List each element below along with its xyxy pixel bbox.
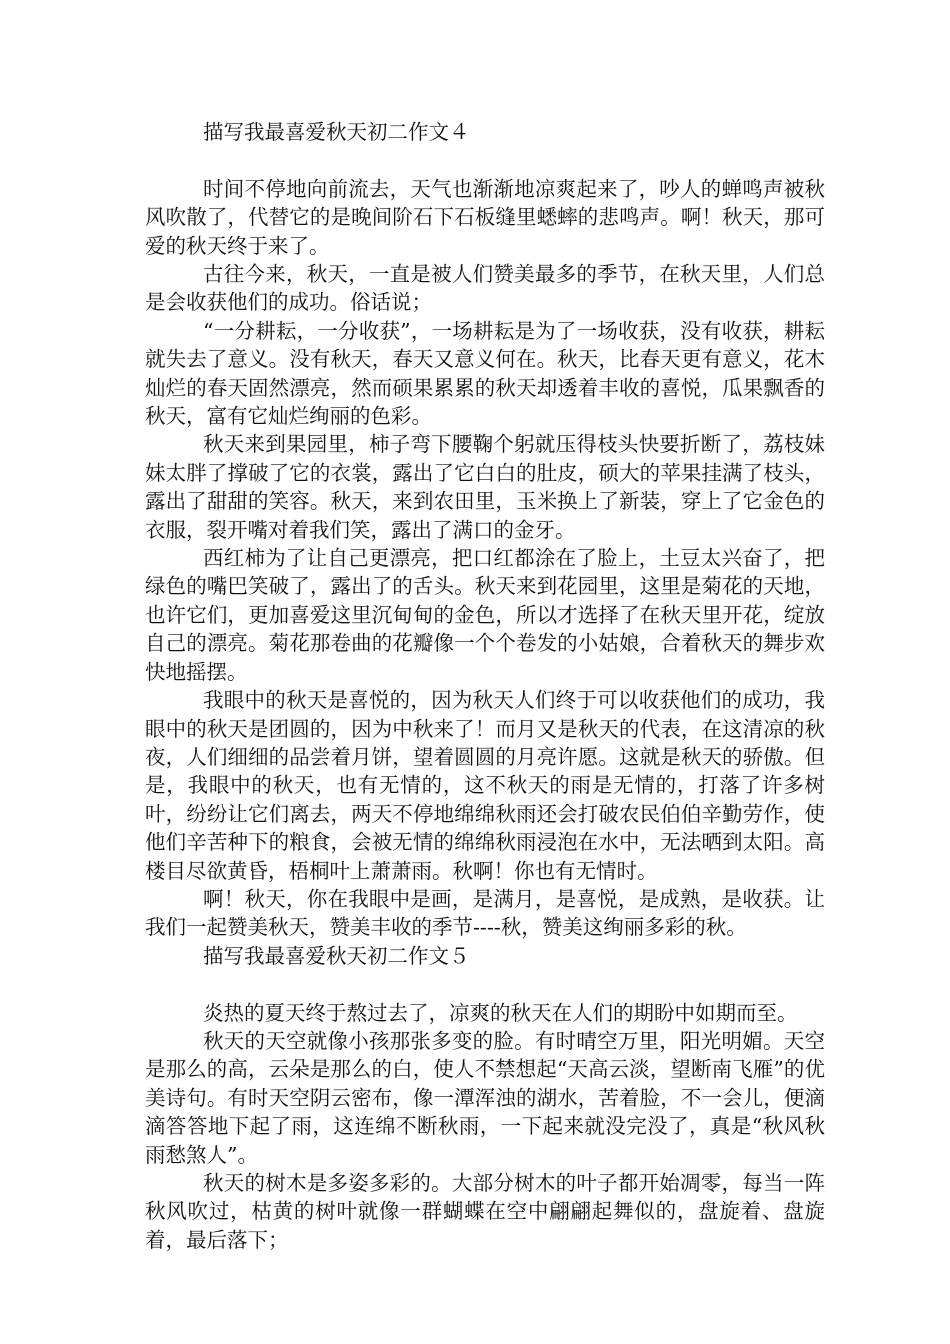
essay-5-paragraph-2: 秋天的天空就像小孩那张多变的脸。有时晴空万里，阳光明媚。天空是那么的高，云朵是那么的白，使人不禁想起“天高云淡，望断南飞雁”的优美诗句。有时天空阴云密布，像一潭浑浊的湖水，苦着脸，不一会儿，便滴滴答答地下起了雨，这连绵不断秋雨，一下起来就没完没了，真是“秋风秋雨愁煞人”。 — [145, 1028, 825, 1167]
essay-4-paragraph-7: 啊！秋天，你在我眼中是画，是满月，是喜悦，是成熟，是收获。让我们一起赞美秋天，赞美丰收的季节----秋，赞美这绚丽多彩的秋。 — [145, 886, 825, 940]
essay-5-paragraph-3: 秋天的树木是多姿多彩的。大部分树木的叶子都开始凋零，每当一阵秋风吹过，枯黄的树叶就像一群蝴蝶在空中翩翩起舞似的，盘旋着、盘旋着，最后落下； — [145, 1171, 825, 1252]
essay-4-paragraph-4: 秋天来到果园里，柿子弯下腰鞠个躬就压得枝头快要折断了，荔枝妹妹太胖了撑破了它的衣裳，露出了它白白的肚皮，硕大的苹果挂满了枝头，露出了甜甜的笑容。秋天，来到农田里，玉米换上了新装，穿上了它金色的衣服，裂开嘴对着我们笑，露出了满口的金牙。 — [145, 432, 825, 542]
spacer — [145, 146, 825, 174]
essay-5-title: 描写我最喜爱秋天初二作文５ — [203, 943, 470, 968]
essay-4-paragraph-6: 我眼中的秋天是喜悦的，因为秋天人们终于可以收获他们的成功，我眼中的秋天是团圆的，因为中秋来了！而月又是秋天的代表，在这清凉的秋夜，人们细细的品尝着月饼，望着圆圆的月亮许愿。这就是秋天的骄傲。但是，我眼中的秋天，也有无情的，这不秋天的雨是无情的，打落了许多树叶，纷纷让它们离去，两天不停地绵绵秋雨还会打破农民伯伯辛勤劳作，使他们辛苦种下的粮食，会被无情的绵绵秋雨浸泡在水中，无法晒到太阳。高楼目尽欲黄昏，梧桐叶上萧萧雨。秋啊！你也有无情时。 — [145, 688, 825, 883]
essay-4-title: 描写我最喜爱秋天初二作文４ — [203, 120, 470, 144]
essay-5-paragraph-1: 炎热的夏天终于熬过去了，凉爽的秋天在人们的期盼中如期而至。 — [203, 1000, 798, 1025]
document-page — [145, 118, 825, 1254]
essay-4-paragraph-1: 时间不停地向前流去，天气也渐渐地凉爽起来了，吵人的蝉鸣声被秋风吹散了，代替它的是晚间阶石下石板缝里蟋蟀的悲鸣声。啊！秋天，那可爱的秋天终于来了。 — [145, 176, 825, 258]
essay-4-paragraph-5: 西红柿为了让自己更漂亮，把口红都涂在了脸上，土豆太兴奋了，把绿色的嘴巴笑破了，露出了的舌头。秋天来到花园里，这里是菊花的天地，也许它们，更加喜爱这里沉甸甸的金色，所以才选择了在秋天里开花，绽放自己的漂亮。菊花那卷曲的花瓣像一个个卷发的小姑娘，合着秋天的舞步欢快地摇摆。 — [145, 546, 825, 684]
essay-4-paragraph-3: “一分耕耘，一分收获”，一场耕耘是为了一场收获，没有收获，耕耘就失去了意义。没有秋天，春天又意义何在。秋天，比春天更有意义，花木灿烂的春天固然漂亮，然而硕果累累的秋天却透着丰收的喜悦，瓜果飘香的秋天，富有它灿烂绚丽的色彩。 — [145, 318, 825, 429]
essay-4-paragraph-2: 古往今来，秋天，一直是被人们赞美最多的季节，在秋天里，人们总是会收获他们的成功。俗话说； — [145, 262, 825, 315]
spacer — [145, 970, 825, 998]
